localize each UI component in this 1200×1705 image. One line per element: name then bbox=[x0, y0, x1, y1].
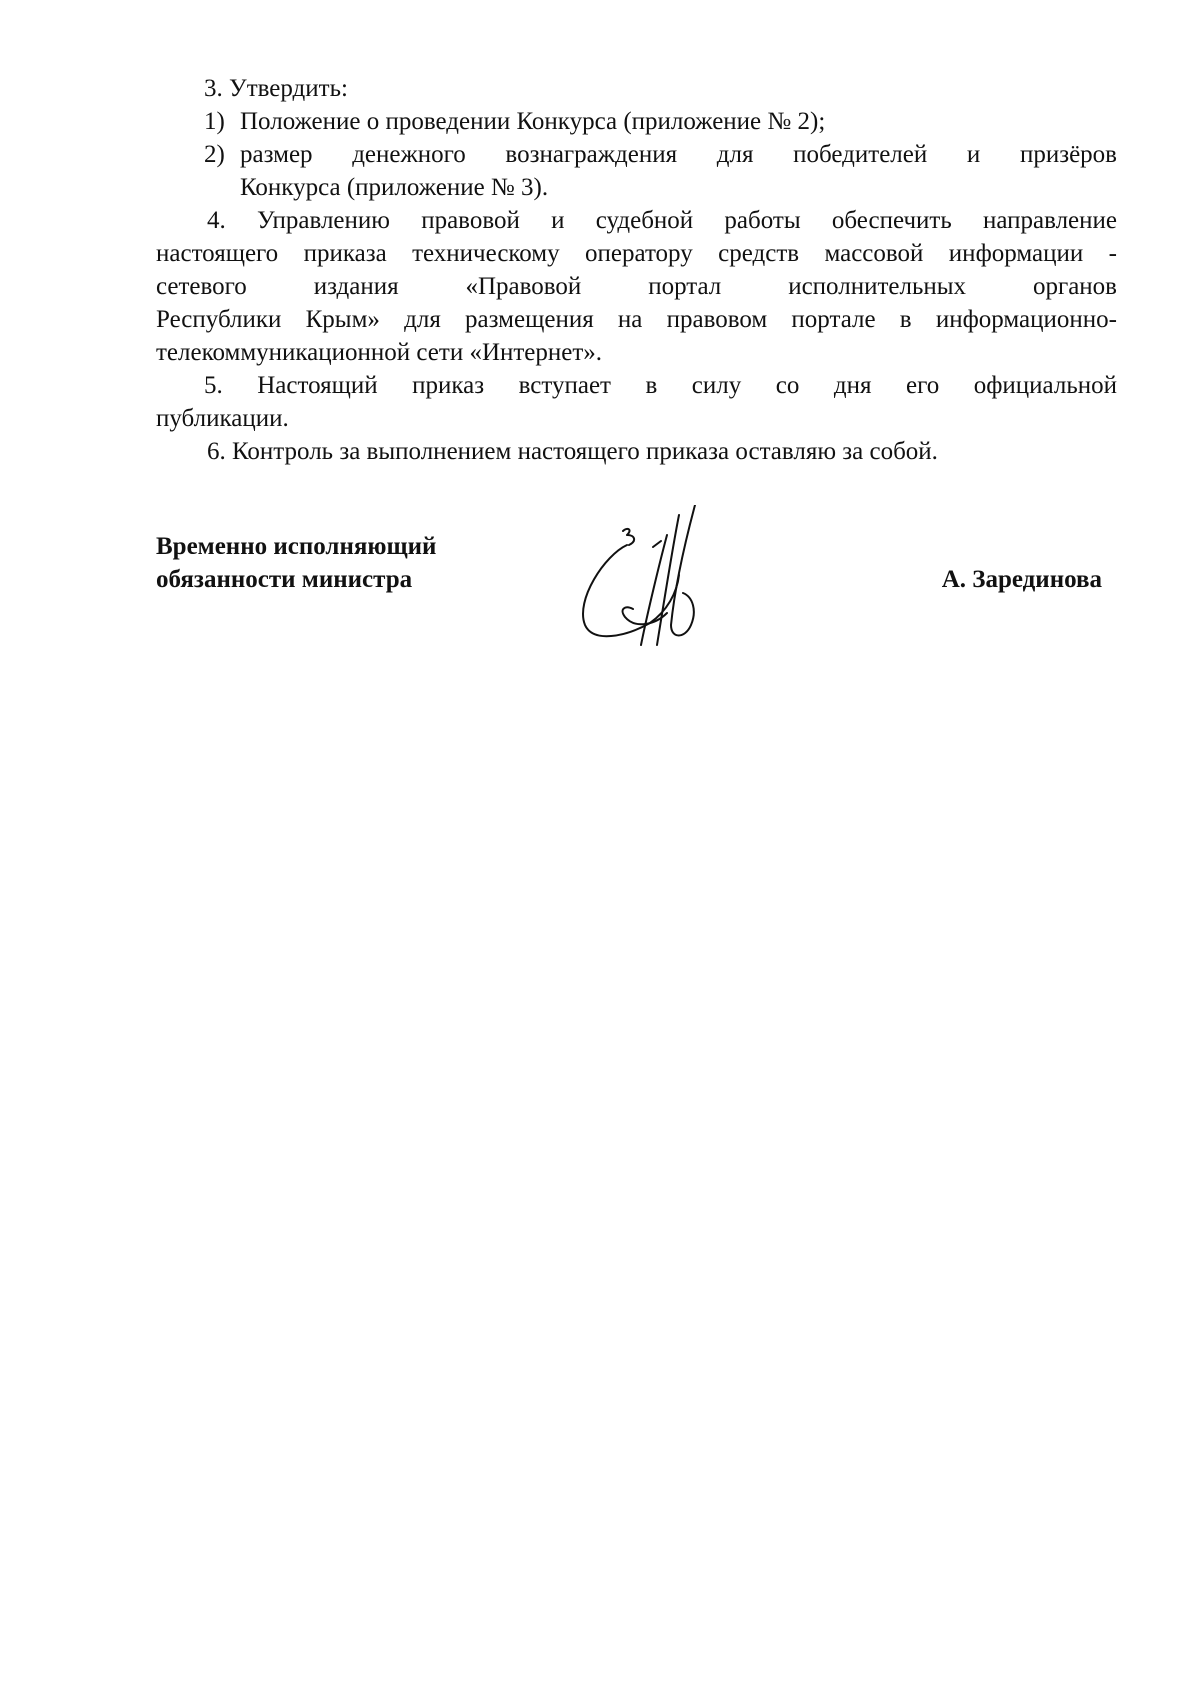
order-text bbox=[156, 72, 1117, 468]
item-3-1-number: 1) bbox=[204, 108, 225, 135]
item-3: 3. Утвердить: bbox=[204, 75, 348, 102]
item-3-2-text-line2: Конкурса (приложение № 3). bbox=[240, 174, 549, 201]
item-4-line3: сетевого издания «Правовой портал исполнительных органов bbox=[156, 273, 1117, 300]
item-6: 6. Контроль за выполнением настоящего приказа оставляю за собой. bbox=[207, 438, 938, 465]
item-3-2-text-line1: размер денежного вознаграждения для победителей и призёров bbox=[240, 141, 1117, 168]
item-3-2 bbox=[156, 138, 1117, 171]
item-4-line2: настоящего приказа техническому оператору средств массовой информации - bbox=[156, 240, 1117, 267]
signatory-name: А. Зарединова bbox=[941, 566, 1102, 593]
item-5-line2: публикации. bbox=[156, 405, 289, 432]
handwritten-signature bbox=[575, 505, 745, 650]
item-3-1-text: Положение о проведении Конкурса (приложение № 2); bbox=[240, 108, 826, 135]
signatory-position-line2: обязанности министра bbox=[156, 566, 413, 593]
signatory-position-line1: Временно исполняющий bbox=[156, 533, 437, 560]
item-3-2-number: 2) bbox=[204, 141, 225, 168]
item-4-line5: телекоммуникационной сети «Интернет». bbox=[156, 339, 603, 366]
item-3-1 bbox=[156, 105, 1117, 138]
item-4-line4: Республики Крым» для размещения на правовом портале в информационно- bbox=[156, 306, 1117, 333]
item-5-line1: 5. Настоящий приказ вступает в силу со дня его официальной bbox=[204, 372, 1117, 399]
item-4-line1: 4. Управлению правовой и судебной работы обеспечить направление bbox=[207, 207, 1117, 234]
signatory-position bbox=[156, 530, 436, 596]
